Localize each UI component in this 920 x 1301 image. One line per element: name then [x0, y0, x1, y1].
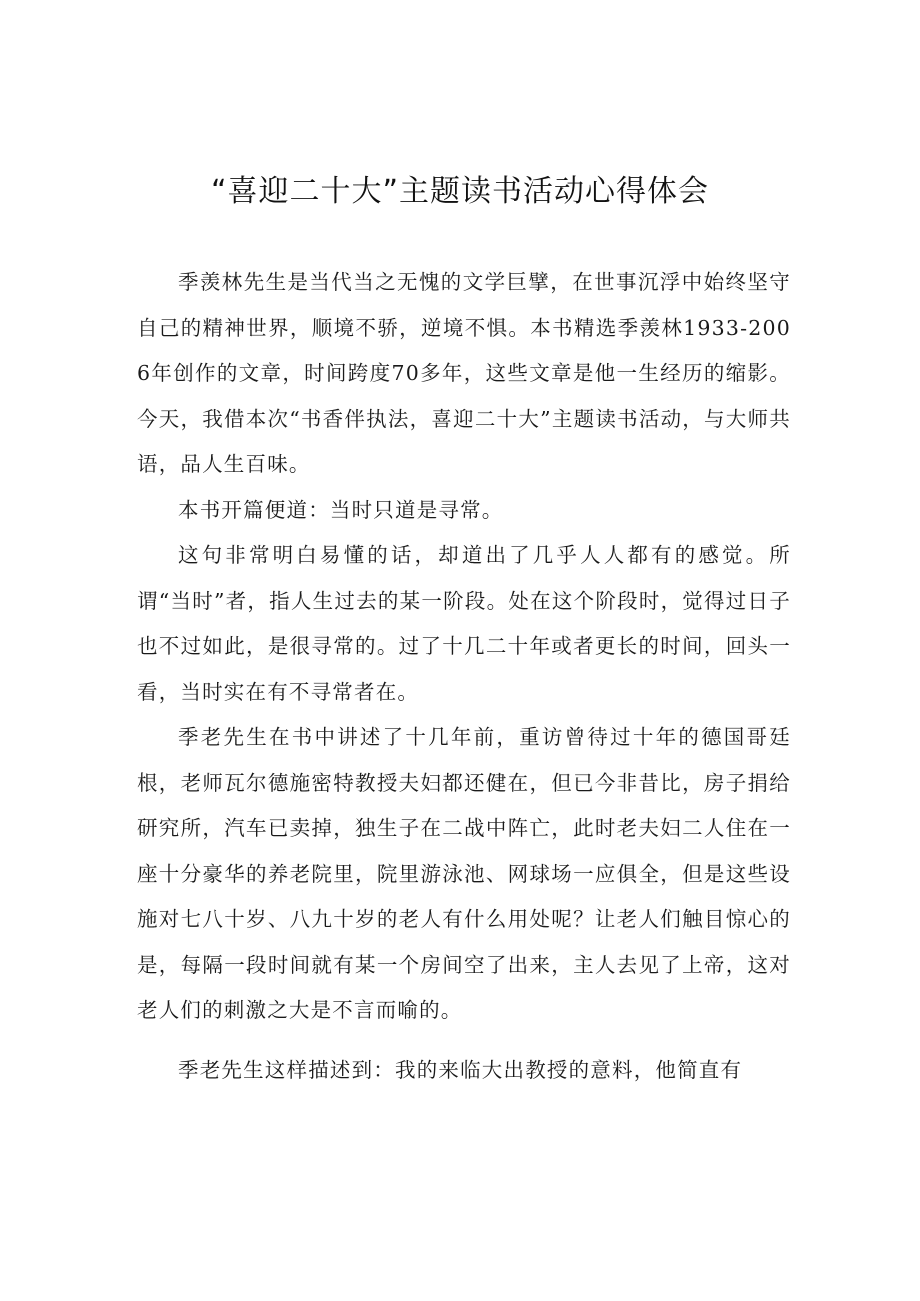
document-body	[137, 260, 791, 1093]
paragraph-opening-quote: 本书开篇便道：当时只道是寻常。	[178, 497, 504, 522]
paragraph-description: 季老先生这样描述到：我的来临大出教授的意料，他简直有	[178, 1057, 743, 1082]
document-title: “喜迎二十大”主题读书活动心得体会	[210, 174, 710, 209]
paragraph-gottingen-story: 季老先生在书中讲述了十几年前，重访曾待过十年的德国哥廷根，老师瓦尔德施密特教授夫妇都还健在，但已今非昔比，房子捐给研究所，汽车已卖掉，独生子在二战中阵亡，此时老夫妇二人住在一座十分豪华的养老院里，院里游泳池、网球场一应俱全，但是这些设施对七八十岁、八九十岁的老人有什么用处呢？让老人们触目惊心的是，每隔一段时间就有某一个房间空了出来，主人去见了上帝，这对老人们的刺激之大是不言而喻的。	[137, 725, 791, 1022]
paragraph-intro: 季羡林先生是当代当之无愧的文学巨擘，在世事沉浮中始终坚守自己的精神世界，顺境不骄，逆境不惧。本书精选季羡林1933-2006年创作的文章，时间跨度70多年，这些文章是他一生经历的缩影。今天，我借本次“书香伴执法，喜迎二十大”主题读书活动，与大师共语，品人生百味。	[137, 270, 791, 476]
paragraph-explanation: 这句非常明白易懂的话，却道出了几乎人人都有的感觉。所谓“当时”者，指人生过去的某一阶段。处在这个阶段时，觉得过日子也不过如此，是很寻常的。过了十几二十年或者更长的时间，回头一看，当时实在有不寻常者在。	[137, 543, 791, 704]
